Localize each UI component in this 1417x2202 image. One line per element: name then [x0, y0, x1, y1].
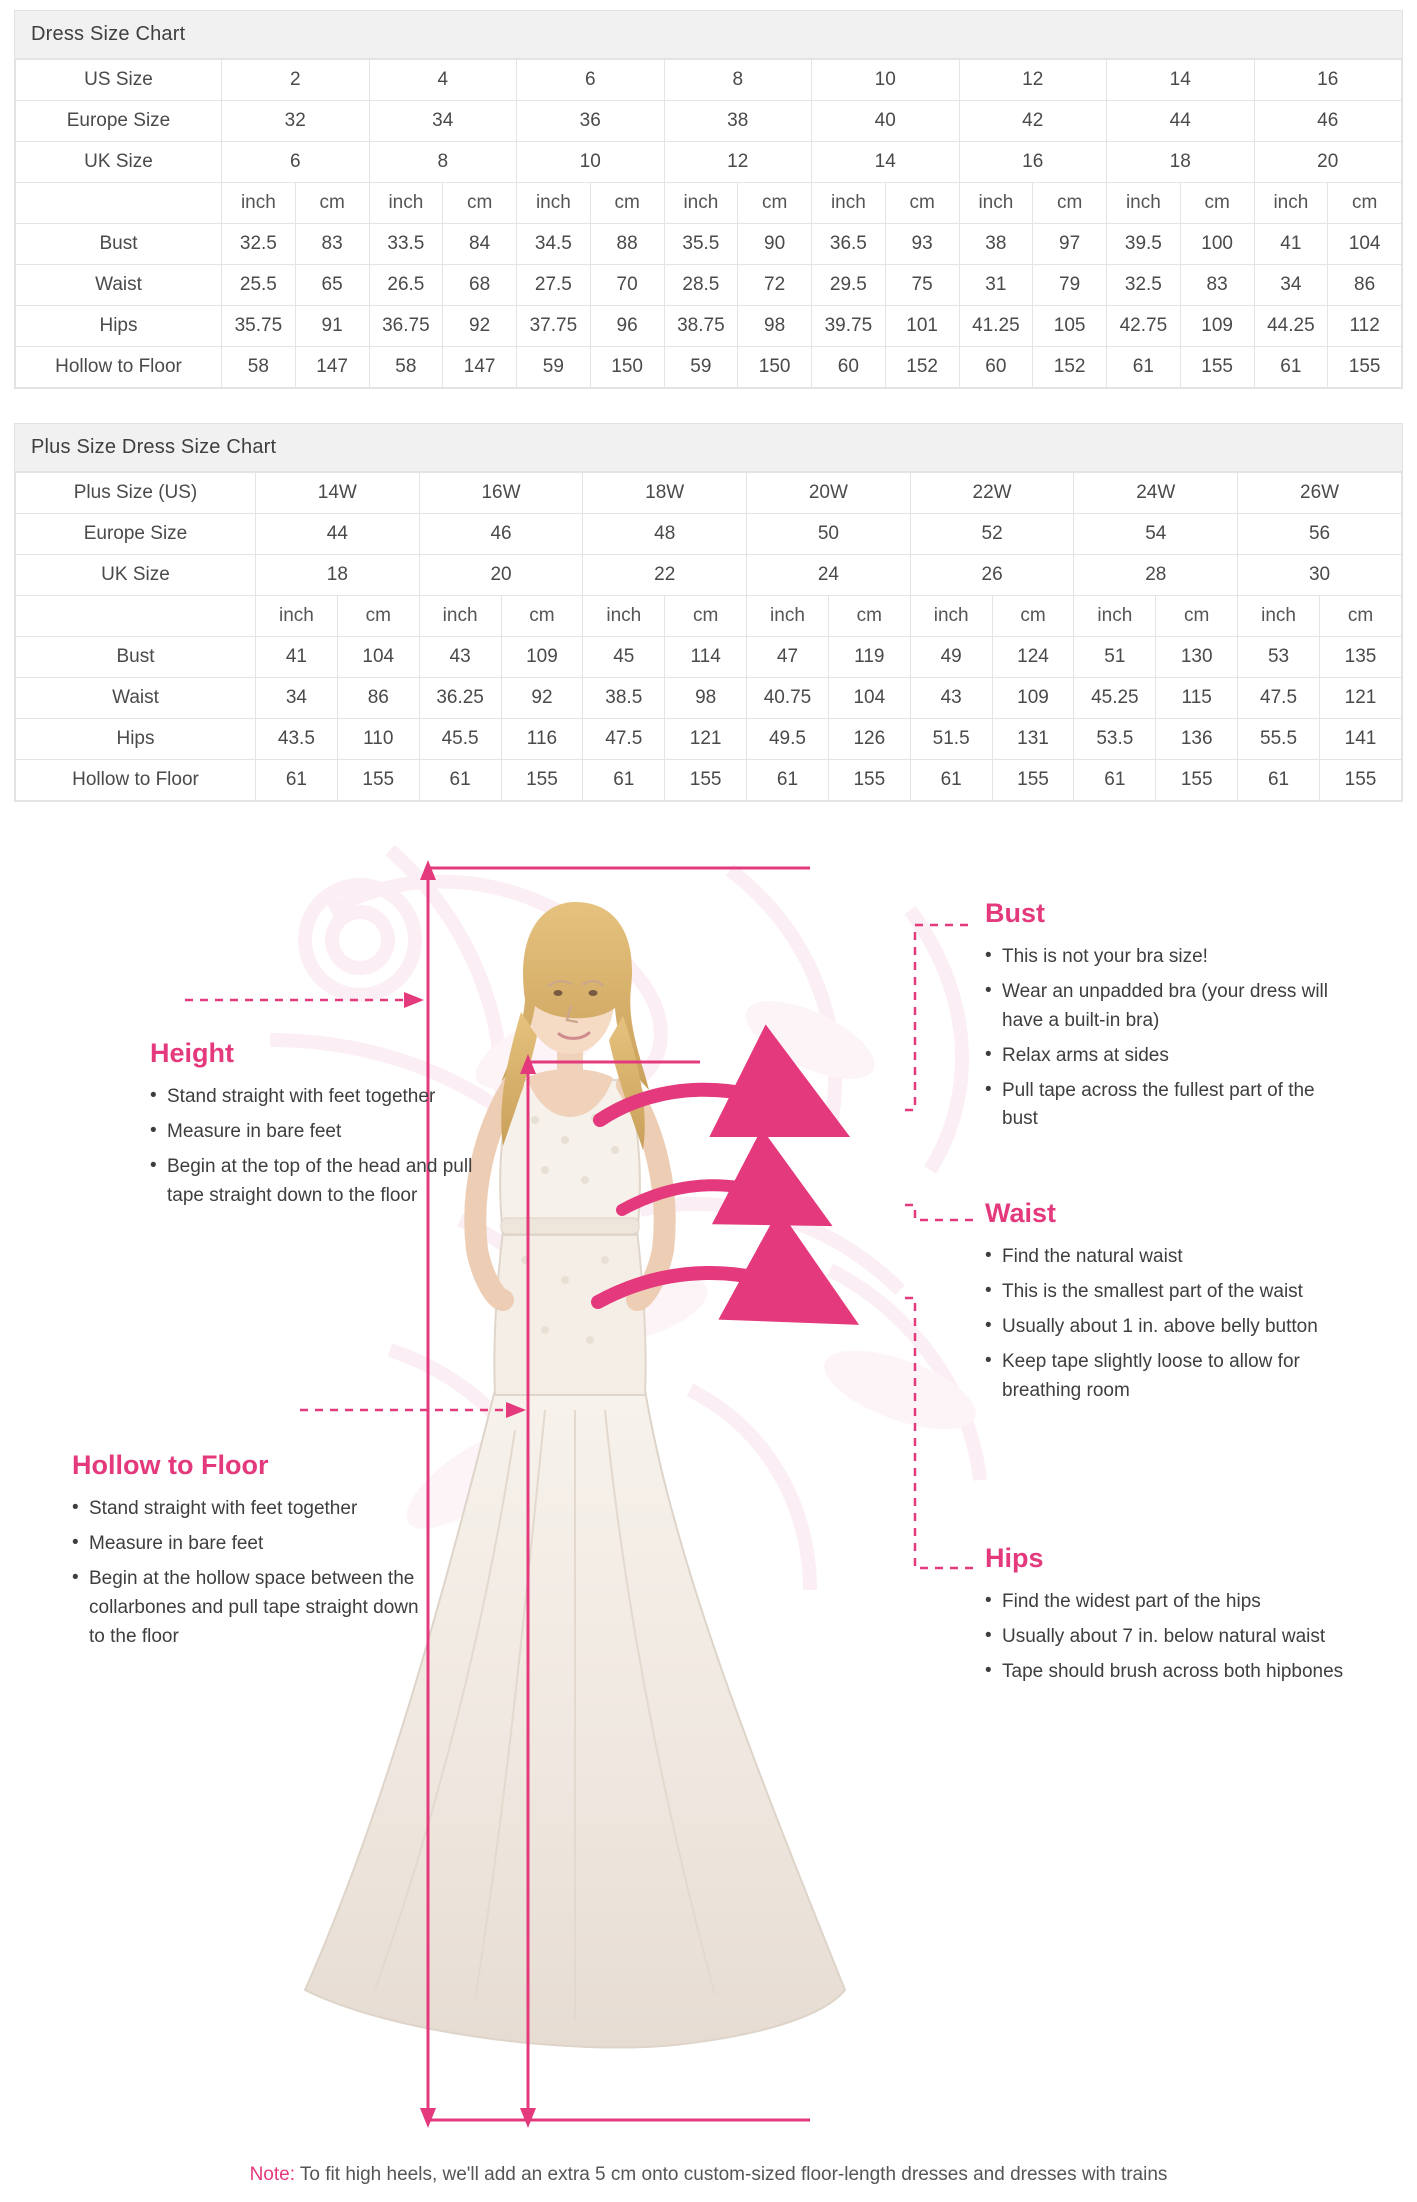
cell: 14 — [812, 142, 960, 183]
row-label: Waist — [16, 678, 256, 719]
unit-inch: inch — [517, 183, 591, 224]
cell: 79 — [1033, 265, 1107, 306]
row-label: UK Size — [16, 142, 222, 183]
cell: 32.5 — [222, 224, 296, 265]
bust-title: Bust — [985, 898, 1045, 928]
cell: 70 — [590, 265, 664, 306]
cell: 75 — [885, 265, 959, 306]
unit-cm: cm — [337, 596, 419, 637]
cell: 18 — [1107, 142, 1255, 183]
table-row — [16, 719, 1402, 760]
row-label: Europe Size — [16, 514, 256, 555]
cell: 43.5 — [256, 719, 338, 760]
row-label: Waist — [16, 265, 222, 306]
cell: 49 — [910, 637, 992, 678]
cell: 32.5 — [1107, 265, 1181, 306]
cell: 52 — [910, 514, 1074, 555]
cell: 155 — [1328, 347, 1402, 388]
unit-inch: inch — [419, 596, 501, 637]
unit-cm: cm — [443, 183, 517, 224]
hips-bullets — [985, 1588, 1345, 1687]
cell: 65 — [295, 265, 369, 306]
cell: 86 — [337, 678, 419, 719]
unit-inch: inch — [1074, 596, 1156, 637]
cell: 42.75 — [1107, 306, 1181, 347]
cell: 86 — [1328, 265, 1402, 306]
cell: 44 — [256, 514, 420, 555]
cell: 20 — [1254, 142, 1402, 183]
list-item: • Keep tape slightly loose to allow for breathing room — [985, 1348, 1355, 1406]
cell: 93 — [885, 224, 959, 265]
cell: 61 — [583, 760, 665, 801]
cell: 48 — [583, 514, 747, 555]
waist-bullets — [985, 1243, 1355, 1405]
cell: 29.5 — [812, 265, 886, 306]
cell: 34.5 — [517, 224, 591, 265]
cell: 131 — [992, 719, 1074, 760]
list-item: • Wear an unpadded bra (your dress will have a built-in bra) — [985, 978, 1345, 1036]
row-label: US Size — [16, 60, 222, 101]
row-label: Hips — [16, 306, 222, 347]
standard-size-chart — [14, 10, 1403, 389]
cell: 39.75 — [812, 306, 886, 347]
table-row — [16, 760, 1402, 801]
cell: 60 — [812, 347, 886, 388]
cell: 41.25 — [959, 306, 1033, 347]
cell: 36.5 — [812, 224, 886, 265]
table-row — [16, 265, 1402, 306]
cell: 47.5 — [583, 719, 665, 760]
cell: 4 — [369, 60, 517, 101]
note-line — [0, 2164, 1417, 2186]
cell: 18W — [583, 473, 747, 514]
height-title: Height — [150, 1038, 234, 1068]
unit-row — [16, 596, 1402, 637]
cell: 150 — [738, 347, 812, 388]
cell: 28.5 — [664, 265, 738, 306]
cell: 97 — [1033, 224, 1107, 265]
cell: 155 — [1180, 347, 1254, 388]
cell: 24 — [747, 555, 911, 596]
cell: 155 — [501, 760, 583, 801]
cell: 55.5 — [1238, 719, 1320, 760]
unit-cm: cm — [992, 596, 1074, 637]
cell: 38.75 — [664, 306, 738, 347]
plus-size-table — [15, 472, 1402, 801]
cell: 61 — [1238, 760, 1320, 801]
hips-title: Hips — [985, 1543, 1044, 1573]
cell: 18 — [256, 555, 420, 596]
cell: 155 — [1319, 760, 1401, 801]
plus-chart-title: Plus Size Dress Size Chart — [15, 424, 1402, 472]
cell: 53.5 — [1074, 719, 1156, 760]
cell: 109 — [992, 678, 1074, 719]
cell: 51 — [1074, 637, 1156, 678]
bust-guide — [985, 898, 1345, 1140]
cell: 61 — [1254, 347, 1328, 388]
list-item: • Measure in bare feet — [150, 1118, 480, 1147]
row-label — [16, 596, 256, 637]
list-item: • Begin at the hollow space between the collarbones and pull tape straight down to the floor — [72, 1565, 432, 1652]
cell: 41 — [256, 637, 338, 678]
cell: 45.25 — [1074, 678, 1156, 719]
cell: 141 — [1319, 719, 1401, 760]
hollow-to-floor-bullets — [72, 1495, 432, 1651]
unit-cm: cm — [1180, 183, 1254, 224]
hips-guide — [985, 1543, 1345, 1693]
cell: 14W — [256, 473, 420, 514]
cell: 155 — [665, 760, 747, 801]
cell: 59 — [517, 347, 591, 388]
cell: 115 — [1156, 678, 1238, 719]
cell: 22 — [583, 555, 747, 596]
cell: 121 — [665, 719, 747, 760]
unit-cm: cm — [665, 596, 747, 637]
table-row — [16, 555, 1402, 596]
cell: 37.75 — [517, 306, 591, 347]
cell: 38 — [959, 224, 1033, 265]
unit-inch: inch — [1254, 183, 1328, 224]
cell: 155 — [337, 760, 419, 801]
cell: 30 — [1238, 555, 1402, 596]
cell: 34 — [369, 101, 517, 142]
size-chart-page — [0, 10, 1417, 2186]
cell: 6 — [222, 142, 370, 183]
height-guide — [150, 1038, 480, 1217]
cell: 44.25 — [1254, 306, 1328, 347]
hollow-to-floor-title: Hollow to Floor — [72, 1450, 269, 1480]
cell: 90 — [738, 224, 812, 265]
cell: 42 — [959, 101, 1107, 142]
cell: 60 — [959, 347, 1033, 388]
cell: 20 — [419, 555, 583, 596]
cell: 35.5 — [664, 224, 738, 265]
cell: 110 — [337, 719, 419, 760]
cell: 24W — [1074, 473, 1238, 514]
cell: 10 — [517, 142, 665, 183]
cell: 16 — [1254, 60, 1402, 101]
note-label: Note: — [249, 2164, 295, 2185]
cell: 2 — [222, 60, 370, 101]
cell: 84 — [443, 224, 517, 265]
cell: 47 — [747, 637, 829, 678]
cell: 104 — [1328, 224, 1402, 265]
cell: 72 — [738, 265, 812, 306]
unit-inch: inch — [812, 183, 886, 224]
unit-cm: cm — [295, 183, 369, 224]
cell: 43 — [419, 637, 501, 678]
row-label: Hollow to Floor — [16, 347, 222, 388]
cell: 10 — [812, 60, 960, 101]
cell: 28 — [1074, 555, 1238, 596]
row-label: Bust — [16, 637, 256, 678]
cell: 61 — [256, 760, 338, 801]
cell: 35.75 — [222, 306, 296, 347]
cell: 46 — [1254, 101, 1402, 142]
cell: 40 — [812, 101, 960, 142]
unit-inch: inch — [1238, 596, 1320, 637]
measurement-guide-illustration — [0, 820, 1417, 2160]
unit-inch: inch — [910, 596, 992, 637]
cell: 116 — [501, 719, 583, 760]
cell: 56 — [1238, 514, 1402, 555]
cell: 155 — [828, 760, 910, 801]
plus-size-chart — [14, 423, 1403, 802]
cell: 109 — [1180, 306, 1254, 347]
cell: 98 — [738, 306, 812, 347]
cell: 54 — [1074, 514, 1238, 555]
cell: 105 — [1033, 306, 1107, 347]
cell: 130 — [1156, 637, 1238, 678]
cell: 92 — [501, 678, 583, 719]
cell: 6 — [517, 60, 665, 101]
unit-inch: inch — [222, 183, 296, 224]
cell: 61 — [1074, 760, 1156, 801]
unit-inch: inch — [256, 596, 338, 637]
unit-inch: inch — [959, 183, 1033, 224]
cell: 32 — [222, 101, 370, 142]
cell: 16W — [419, 473, 583, 514]
cell: 126 — [828, 719, 910, 760]
list-item: • Relax arms at sides — [985, 1042, 1345, 1071]
cell: 135 — [1319, 637, 1401, 678]
cell: 53 — [1238, 637, 1320, 678]
cell: 152 — [885, 347, 959, 388]
list-item: • Stand straight with feet together — [72, 1495, 432, 1524]
cell: 112 — [1328, 306, 1402, 347]
cell: 26 — [910, 555, 1074, 596]
unit-cm: cm — [1319, 596, 1401, 637]
cell: 14 — [1107, 60, 1255, 101]
cell: 25.5 — [222, 265, 296, 306]
cell: 109 — [501, 637, 583, 678]
row-label: Plus Size (US) — [16, 473, 256, 514]
cell: 114 — [665, 637, 747, 678]
list-item: • Usually about 1 in. above belly button — [985, 1313, 1355, 1342]
table-row — [16, 678, 1402, 719]
cell: 44 — [1107, 101, 1255, 142]
cell: 91 — [295, 306, 369, 347]
table-row — [16, 142, 1402, 183]
unit-cm: cm — [1033, 183, 1107, 224]
cell: 8 — [664, 60, 812, 101]
cell: 83 — [295, 224, 369, 265]
cell: 50 — [747, 514, 911, 555]
cell: 61 — [747, 760, 829, 801]
cell: 152 — [1033, 347, 1107, 388]
cell: 16 — [959, 142, 1107, 183]
standard-size-table — [15, 59, 1402, 388]
cell: 147 — [295, 347, 369, 388]
cell: 34 — [1254, 265, 1328, 306]
cell: 34 — [256, 678, 338, 719]
cell: 12 — [959, 60, 1107, 101]
unit-cm: cm — [1156, 596, 1238, 637]
cell: 33.5 — [369, 224, 443, 265]
unit-cm: cm — [590, 183, 664, 224]
list-item: • Measure in bare feet — [72, 1530, 432, 1559]
list-item: • Begin at the top of the head and pull tape straight down to the floor — [150, 1153, 480, 1211]
list-item: • Find the widest part of the hips — [985, 1588, 1345, 1617]
row-label: Europe Size — [16, 101, 222, 142]
cell: 150 — [590, 347, 664, 388]
list-item: • Tape should brush across both hipbones — [985, 1658, 1345, 1687]
cell: 59 — [664, 347, 738, 388]
list-item: • Stand straight with feet together — [150, 1083, 480, 1112]
cell: 136 — [1156, 719, 1238, 760]
unit-cm: cm — [1328, 183, 1402, 224]
cell: 155 — [1156, 760, 1238, 801]
cell: 39.5 — [1107, 224, 1181, 265]
waist-title: Waist — [985, 1198, 1057, 1228]
cell: 104 — [828, 678, 910, 719]
cell: 98 — [665, 678, 747, 719]
cell: 31 — [959, 265, 1033, 306]
cell: 26W — [1238, 473, 1402, 514]
cell: 38.5 — [583, 678, 665, 719]
cell: 83 — [1180, 265, 1254, 306]
table-row — [16, 101, 1402, 142]
unit-inch: inch — [664, 183, 738, 224]
table-row — [16, 306, 1402, 347]
table-row — [16, 60, 1402, 101]
unit-inch: inch — [369, 183, 443, 224]
list-item: • Find the natural waist — [985, 1243, 1355, 1272]
waist-guide — [985, 1198, 1355, 1411]
unit-inch: inch — [1107, 183, 1181, 224]
bust-bullets — [985, 943, 1345, 1134]
unit-cm: cm — [828, 596, 910, 637]
unit-row — [16, 183, 1402, 224]
table-row — [16, 347, 1402, 388]
cell: 46 — [419, 514, 583, 555]
cell: 104 — [337, 637, 419, 678]
cell: 38 — [664, 101, 812, 142]
row-label — [16, 183, 222, 224]
cell: 36 — [517, 101, 665, 142]
cell: 119 — [828, 637, 910, 678]
cell: 100 — [1180, 224, 1254, 265]
cell: 43 — [910, 678, 992, 719]
table-row — [16, 514, 1402, 555]
height-bullets — [150, 1083, 480, 1211]
standard-chart-title: Dress Size Chart — [15, 11, 1402, 59]
list-item: • Pull tape across the fullest part of the bust — [985, 1077, 1345, 1135]
cell: 49.5 — [747, 719, 829, 760]
list-item: • This is not your bra size! — [985, 943, 1345, 972]
cell: 147 — [443, 347, 517, 388]
hollow-to-floor-guide — [72, 1450, 432, 1657]
cell: 45.5 — [419, 719, 501, 760]
table-row — [16, 473, 1402, 514]
unit-inch: inch — [747, 596, 829, 637]
cell: 8 — [369, 142, 517, 183]
cell: 40.75 — [747, 678, 829, 719]
unit-cm: cm — [501, 596, 583, 637]
cell: 61 — [910, 760, 992, 801]
cell: 121 — [1319, 678, 1401, 719]
table-row — [16, 637, 1402, 678]
unit-cm: cm — [738, 183, 812, 224]
row-label: Hollow to Floor — [16, 760, 256, 801]
cell: 92 — [443, 306, 517, 347]
cell: 124 — [992, 637, 1074, 678]
cell: 12 — [664, 142, 812, 183]
cell: 88 — [590, 224, 664, 265]
cell: 96 — [590, 306, 664, 347]
cell: 27.5 — [517, 265, 591, 306]
cell: 26.5 — [369, 265, 443, 306]
cell: 58 — [222, 347, 296, 388]
cell: 45 — [583, 637, 665, 678]
list-item: • This is the smallest part of the waist — [985, 1278, 1355, 1307]
unit-inch: inch — [583, 596, 665, 637]
cell: 61 — [1107, 347, 1181, 388]
cell: 51.5 — [910, 719, 992, 760]
cell: 155 — [992, 760, 1074, 801]
cell: 41 — [1254, 224, 1328, 265]
row-label: UK Size — [16, 555, 256, 596]
cell: 47.5 — [1238, 678, 1320, 719]
unit-cm: cm — [885, 183, 959, 224]
cell: 61 — [419, 760, 501, 801]
row-label: Hips — [16, 719, 256, 760]
cell: 22W — [910, 473, 1074, 514]
cell: 68 — [443, 265, 517, 306]
cell: 20W — [747, 473, 911, 514]
list-item: • Usually about 7 in. below natural waist — [985, 1623, 1345, 1652]
cell: 36.25 — [419, 678, 501, 719]
note-text: To fit high heels, we'll add an extra 5 cm onto custom-sized floor-length dresses and dresses with trains — [294, 2164, 1168, 2185]
cell: 101 — [885, 306, 959, 347]
cell: 58 — [369, 347, 443, 388]
table-row — [16, 224, 1402, 265]
row-label: Bust — [16, 224, 222, 265]
cell: 36.75 — [369, 306, 443, 347]
